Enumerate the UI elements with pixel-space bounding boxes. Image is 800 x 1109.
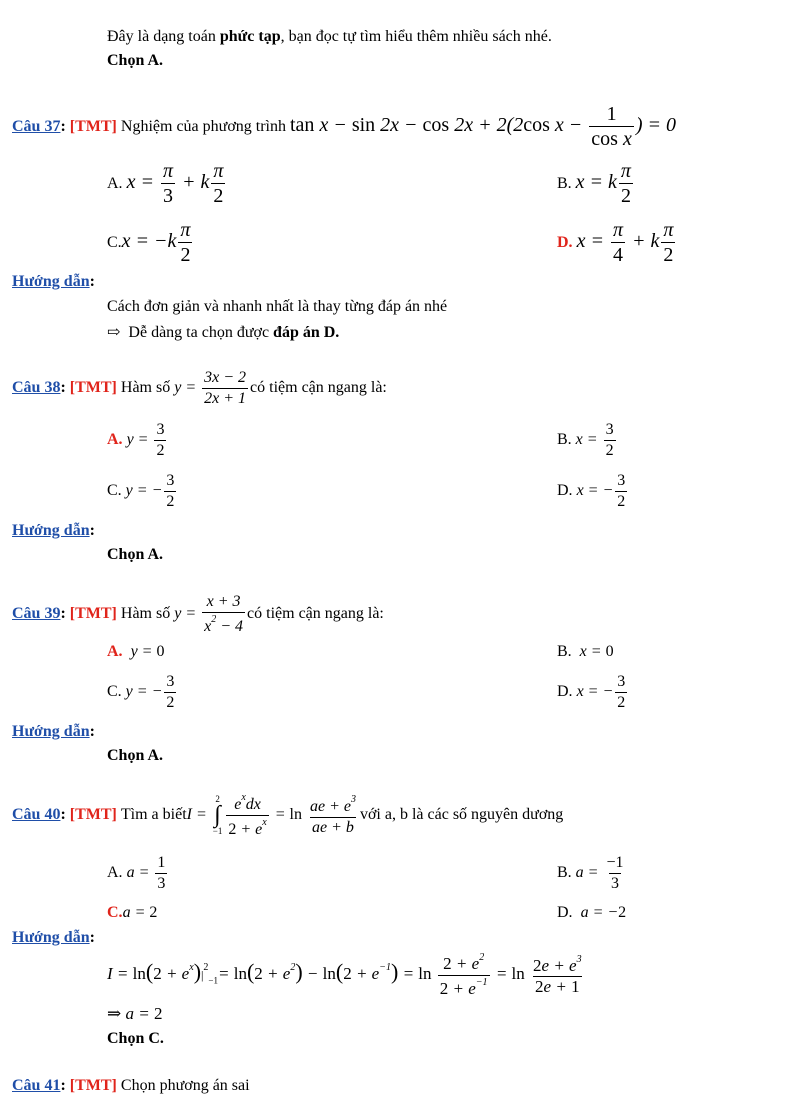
option-formula: a = $\frac{1}{3}$ [126, 854, 166, 892]
q38-guide: Hướng dẫn: [12, 522, 95, 539]
option-formula: y = $\frac{3}{2}$ [126, 421, 165, 459]
q37-option-a [107, 160, 227, 207]
q40-choose: Chọn C. [107, 1030, 164, 1047]
q40-option-b [557, 854, 628, 892]
option-formula: a = −2 [580, 904, 627, 921]
equation: tan x − sin 2x − cos 2x + 2(2cos x − $\frac{1}{\text{cos x}}$ ) = 0 [290, 103, 677, 150]
q37-header: Câu 37 : [TMT] Nghiệm của phương trình tan x − sin 2x − cos 2x + 2(2cos x − $\frac{1}{\text{cos x}}$ ) = 0 [12, 103, 677, 150]
question-text-end: với a, b là các số nguyên dương [359, 806, 564, 824]
q39-choose: Chọn A. [107, 747, 164, 764]
q40-option-d [557, 904, 626, 922]
q40-option-c [107, 904, 157, 922]
q38-option-b [557, 421, 618, 459]
q37-guide-line2 [107, 322, 339, 342]
option-formula: y = 0 [130, 643, 165, 660]
result-formula: ⇒ a = 2 [107, 1004, 163, 1023]
q40-result [107, 1004, 162, 1024]
guide-bold: đáp án D. [273, 324, 340, 341]
guide-heading: Hướng dẫn [12, 522, 90, 539]
equation: y = $\frac{3x - 2}{2x + 1}$ [174, 369, 247, 407]
q37-option-d [557, 219, 677, 266]
equation: y = $\frac{x + 3}{x^2 - 4}$ [174, 593, 244, 635]
guide-heading: Hướng dẫn [12, 273, 90, 290]
q40-option-a [107, 854, 169, 892]
intro-line [107, 28, 552, 46]
intro-bold: phức tạp [219, 28, 281, 45]
q40-header: Câu 40 : [TMT] Tìm a biết I = 2 ∫ −1 $\frac{e^xdx}{2 + e^x}$ = ln $\frac{ae + e^3}{ae + b}$ với a, b là các số nguyên dương [12, 792, 564, 838]
q37-guide-line1: Cách đơn giản và nhanh nhất là thay từng đáp án nhé [107, 298, 448, 315]
option-label: B. [557, 643, 572, 660]
option-formula: y = − $\frac{3}{2}$ [125, 472, 175, 510]
arrow-icon: ⇨ [107, 324, 121, 341]
option-formula: x = −k $\frac{\pi}{2}$ [121, 219, 191, 266]
option-label: D. [557, 904, 573, 921]
option-formula: x = − $\frac{3}{2}$ [576, 673, 626, 711]
question-text-end: có tiệm cận ngang là: [250, 379, 387, 397]
option-label-correct: A. [107, 643, 123, 660]
tag: [TMT] [69, 379, 117, 397]
question-number: Câu 37 [12, 117, 61, 135]
question-number: Câu 39 [12, 605, 61, 623]
solution-formula: $I = \ln(2 + e^x)|^2_{-1}= \ln(2 + e^2) - \ln(2 + e^{-1}) = \ln$ $\frac{2 + e^2}{2 + e^{-1}}$ = ln $\frac{2e + e^3}{2e + 1}$ [107, 952, 582, 998]
option-formula: a = 2 [122, 904, 158, 921]
intro-choose: Chọn A. [107, 52, 164, 69]
option-formula: x = − $\frac{3}{2}$ [576, 472, 626, 510]
guide-text: Dễ dàng ta chọn được [128, 324, 274, 341]
q40-solution [107, 952, 586, 998]
q39-guide: Hướng dẫn: [12, 723, 95, 740]
q39-header: Câu 39 : [TMT] Hàm số y = $\frac{x + 3}{x^2 - 4}$ có tiệm cận ngang là: [12, 593, 384, 635]
question-text: Tìm a biết [120, 806, 187, 824]
option-label: A. [107, 864, 123, 882]
q40-guide: Hướng dẫn: [12, 929, 95, 946]
option-label: B. [557, 174, 572, 192]
q39-option-b [557, 643, 614, 661]
q39-option-c [107, 673, 178, 711]
question-text: Chọn phương án sai [120, 1077, 250, 1094]
tag: [TMT] [69, 117, 117, 135]
tag: [TMT] [69, 806, 117, 824]
q38-choose: Chọn A. [107, 546, 164, 563]
option-label: B. [557, 431, 572, 449]
option-formula: x = $\frac{3}{2}$ [575, 421, 614, 459]
q38-header: Câu 38 : [TMT] Hàm số y = $\frac{3x - 2}{2x + 1}$ có tiệm cận ngang là: [12, 369, 387, 407]
option-formula: x = k $\frac{\pi}{2}$ [575, 160, 631, 207]
q38-option-c [107, 472, 178, 510]
question-number: Câu 41 [12, 1077, 61, 1094]
tag: [TMT] [69, 1077, 117, 1094]
intro-text-end: , bạn đọc tự tìm hiểu thêm nhiều sách nhé. [280, 28, 552, 45]
q38-option-d [557, 472, 629, 510]
question-text: Nghiệm của phương trình [120, 117, 286, 135]
intro-text: Đây là dạng toán [107, 28, 220, 45]
option-formula: x = $\frac{\pi}{3}$ + k $\frac{\pi}{2}$ [126, 160, 224, 207]
question-text: Hàm số [120, 605, 171, 623]
option-formula: x = 0 [579, 643, 614, 660]
option-label: D. [557, 482, 573, 500]
option-formula: x = $\frac{\pi}{4}$ + k $\frac{\pi}{2}$ [576, 219, 674, 266]
q37-option-c [107, 219, 194, 266]
option-label-correct: A. [107, 431, 123, 449]
q37-guide: Hướng dẫn: [12, 273, 95, 290]
option-label-correct: C. [107, 904, 123, 921]
option-formula: y = − $\frac{3}{2}$ [125, 673, 175, 711]
q39-option-a [107, 643, 164, 661]
tag: [TMT] [69, 605, 117, 623]
q38-option-a [107, 421, 168, 459]
question-text-end: có tiệm cận ngang là: [247, 605, 384, 623]
option-label-correct: D. [557, 233, 573, 251]
option-label: C. [107, 233, 122, 251]
option-label: C. [107, 482, 122, 500]
q39-option-d [557, 673, 629, 711]
guide-heading: Hướng dẫn [12, 723, 90, 740]
option-label: A. [107, 174, 123, 192]
option-formula: a = $\frac{-1}{3}$ [575, 854, 624, 892]
guide-heading: Hướng dẫn [12, 929, 90, 946]
q37-option-b [557, 160, 635, 207]
q41-header: Câu 41 : [TMT] Chọn phương án sai [12, 1077, 250, 1094]
question-number: Câu 40 [12, 806, 61, 824]
option-label: C. [107, 683, 122, 701]
question-number: Câu 38 [12, 379, 61, 397]
option-label: D. [557, 683, 573, 701]
equation: I = 2 ∫ −1 $\frac{e^xdx}{2 + e^x}$ = ln $\frac{ae + e^3}{ae + b}$ [186, 792, 356, 838]
question-text: Hàm số [120, 379, 171, 397]
option-label: B. [557, 864, 572, 882]
